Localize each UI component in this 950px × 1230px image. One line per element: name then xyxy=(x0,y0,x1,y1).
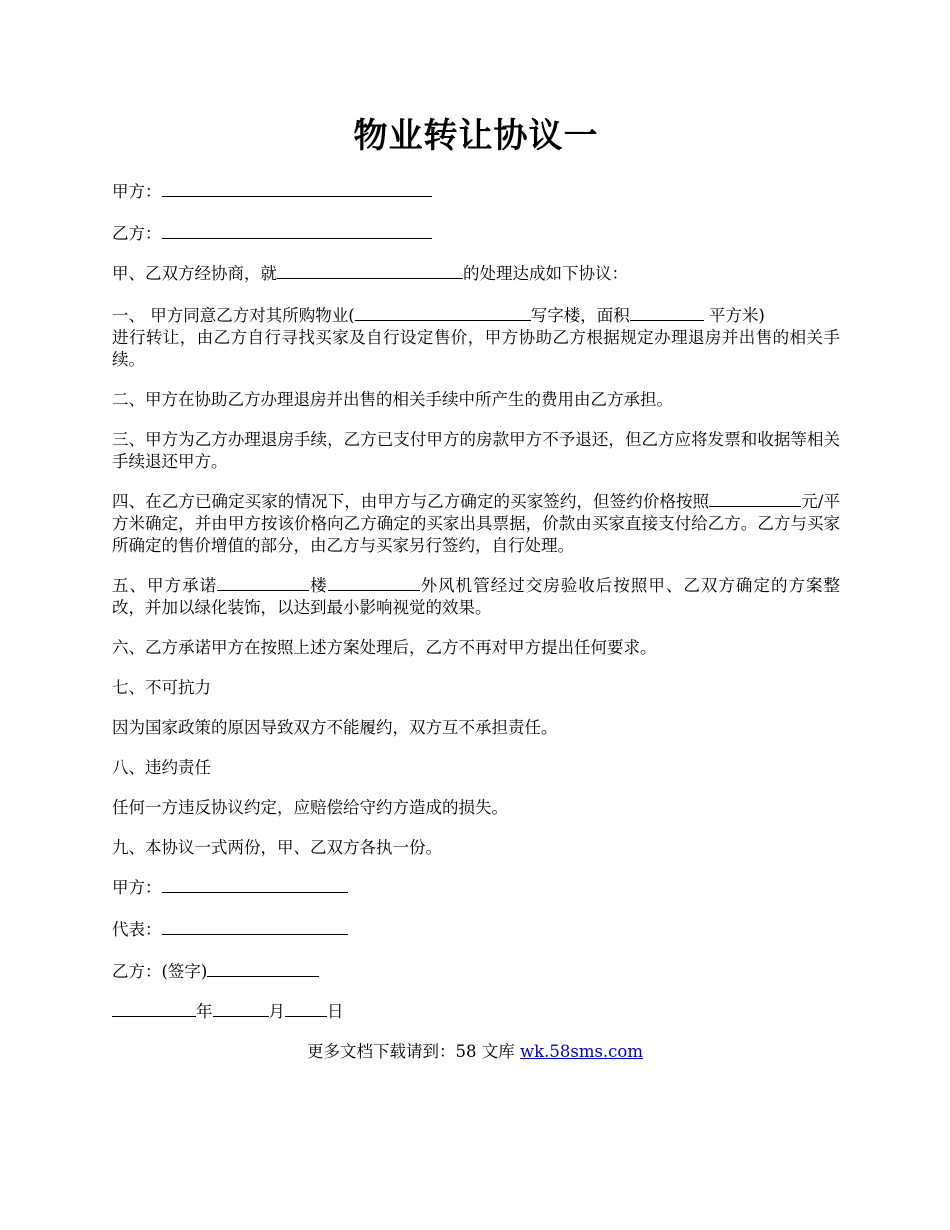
document-title: 物业转让协议一 xyxy=(353,116,599,156)
intro-pre: 甲、乙双方经协商，就 xyxy=(112,264,277,283)
date-day-label: 日 xyxy=(327,1002,344,1021)
clause-4-price-blank-a[interactable] xyxy=(709,491,765,507)
clause-5 xyxy=(112,575,840,619)
clause-5-pre: 五、甲方承诺 xyxy=(112,576,218,595)
clause-5-blank-b[interactable] xyxy=(328,575,420,591)
clause-6: 六、乙方承诺甲方在按照上述方案处理后，乙方不再对甲方提出任何要求。 xyxy=(112,638,657,657)
sign-representative-blank[interactable] xyxy=(162,919,348,935)
sign-party-a-line xyxy=(112,877,840,899)
clause-1-pre: 一、 甲方同意乙方对其所购物业( xyxy=(112,306,355,325)
clause-3: 三、甲方为乙方办理退房手续，乙方已支付甲方的房款甲方不予退还，但乙方应将发票和收据等相关手续退还甲方。 xyxy=(112,430,840,471)
clause-4-price-blank-b[interactable] xyxy=(765,491,801,507)
footer-text: 更多文档下载请到：58 文库 xyxy=(306,1042,520,1061)
party-a-label: 甲方： xyxy=(112,182,162,201)
clause-1-line-1 xyxy=(112,305,840,327)
party-b-label: 乙方： xyxy=(112,224,162,243)
sign-party-a-label: 甲方： xyxy=(112,878,162,897)
party-b-line xyxy=(112,223,840,245)
intro-blank[interactable] xyxy=(277,263,463,279)
party-a-blank[interactable] xyxy=(162,181,432,197)
clause-5-post: 外风机管经过交房验收后按照甲、乙双方确定的方案整改，并加以绿化装饰，以达到最小影响视觉的效果。 xyxy=(112,576,840,617)
clause-8-body: 任何一方违反协议约定，应赔偿给守约方造成的损失。 xyxy=(112,798,508,817)
clause-8-heading: 八、违约责任 xyxy=(112,758,211,777)
intro-line xyxy=(112,263,840,285)
sign-representative-label: 代表： xyxy=(112,920,162,939)
clause-1-area-blank[interactable] xyxy=(630,305,704,321)
clause-2: 二、甲方在协助乙方办理退房并出售的相关手续中所产生的费用由乙方承担。 xyxy=(112,390,673,409)
clause-4-post: 元/平方米确定，并由甲方按该价格向乙方确定的买家出具票据，价款由买家直接支付给乙方。乙方与买家所确定的售价增值的部分，由乙方与买家另行签约，自行处理。 xyxy=(112,492,841,555)
date-month-label: 月 xyxy=(268,1002,285,1021)
date-day-blank[interactable] xyxy=(285,1001,327,1017)
party-a-line xyxy=(112,181,840,203)
footer xyxy=(0,1040,950,1064)
party-b-blank[interactable] xyxy=(162,223,432,239)
clause-1-post: 平方米) xyxy=(703,306,765,325)
footer-link[interactable]: wk.58sms.com xyxy=(519,1042,643,1061)
clause-5-mid: 楼 xyxy=(309,576,328,595)
clause-4 xyxy=(112,491,840,557)
sign-party-b-line xyxy=(112,961,840,983)
sign-party-a-blank[interactable] xyxy=(162,877,348,893)
clause-5-blank-a[interactable] xyxy=(217,575,309,591)
clause-4-pre: 四、在乙方已确定买家的情况下，由甲方与乙方确定的买家签约，但签约价格按照 xyxy=(112,492,710,511)
sign-representative-line xyxy=(112,919,840,941)
date-year-label: 年 xyxy=(196,1002,213,1021)
sign-party-b-blank[interactable] xyxy=(207,961,319,977)
date-year-blank[interactable] xyxy=(112,1001,196,1017)
clause-1-rest: 进行转让，由乙方自行寻找买家及自行设定售价，甲方协助乙方根据规定办理退房并出售的相关手续。 xyxy=(112,328,840,369)
clause-7-body: 因为国家政策的原因导致双方不能履约，双方互不承担责任。 xyxy=(112,718,558,737)
clause-1-mid: 写字楼，面积 xyxy=(530,306,630,325)
clause-1-building-blank[interactable] xyxy=(355,305,531,321)
intro-post: 的处理达成如下协议： xyxy=(463,264,628,283)
date-month-blank[interactable] xyxy=(213,1001,269,1017)
clause-7-heading: 七、不可抗力 xyxy=(112,678,211,697)
clause-9: 九、本协议一式两份，甲、乙双方各执一份。 xyxy=(112,838,442,857)
date-line xyxy=(112,1001,840,1023)
sign-party-b-label: 乙方：(签字) xyxy=(112,962,208,981)
